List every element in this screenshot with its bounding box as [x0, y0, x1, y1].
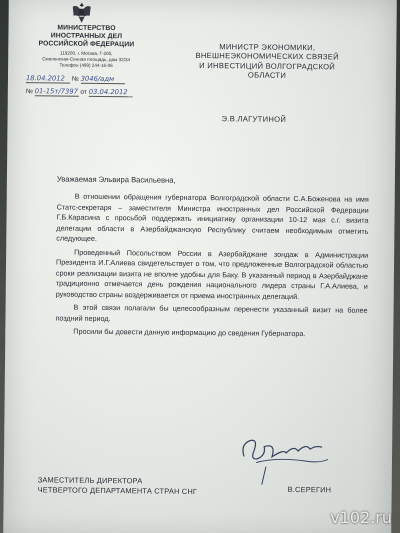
from-label: от: [80, 88, 87, 96]
site-watermark: v102.ru: [330, 508, 392, 527]
addressee-line: ВНЕШНЕЭКОНОМИЧЕСКИХ СВЯЗЕЙ: [195, 51, 339, 62]
address-line: Телефон (499) 244-16-06: [59, 62, 113, 69]
letter-sheet: [3, 0, 397, 533]
ministry-line: РОССИЙСКОЙ ФЕДЕРАЦИИ: [38, 40, 135, 49]
addressee-line: И ИНВЕСТИЦИЙ ВОЛГОГРАДСКОЙ: [199, 60, 336, 72]
ministry-header: [36, 24, 136, 49]
outgoing-date: 03.04.2012: [89, 88, 133, 97]
signatory-name: В.СЕРЕГИН: [287, 484, 332, 495]
addressee-line: ОБЛАСТИ: [247, 70, 287, 81]
no-label: №: [71, 75, 79, 83]
body-paragraph: Просили бы довести данную информацию до сведения Губернатора.: [73, 326, 306, 339]
salutation: Уважаемая Эльвира Васильевна,: [56, 174, 176, 185]
addressee-line: МИНИСТР ЭКОНОМИКИ,: [219, 42, 316, 53]
signatory-title: [38, 475, 198, 496]
russian-coat-of-arms-icon: [71, 1, 93, 25]
ministry-address: [30, 50, 142, 69]
ministry-line: МИНИСТЕРСТВО: [57, 24, 116, 33]
addressee-name: Э.В.ЛАГУТИНОЙ: [221, 114, 287, 124]
body-paragraph: В отношении обращения губернатора Волгоградской области С.А.Боженова на имя Статс-секретаря – заместителя Министра иностранных дел Российской Федерации Г.Б.Карасина с просьбой поддержать инициативу организации 10-12 мая с.г. визита делегации области в Азербайджанскую Республику считаем необходимым отметить следующее.: [56, 191, 369, 243]
addressee-block: [172, 42, 362, 82]
handwritten-number: 3046/адм: [81, 75, 125, 84]
handwritten-signature: [236, 426, 337, 489]
body-paragraph: В этой связи полагали бы целесообразным перенести указанный визит на более поздний период.: [55, 302, 368, 323]
body-paragraph: Проведенный Посольством России в Азербайджане зондаж в Администрации Президента И.Г.Алиева свидетельствует о том, что предложенные Волгоградской областью сроки реализации визита не вполне удобны для Баку. В указанный период в Азербайджане традиционно отмечается день рождения национального лидера страны Г.А.Алиева, и руководство страны воздерживается от приема иностранных делегаций.: [55, 247, 369, 301]
handwritten-date: 18.04.2012: [26, 74, 70, 83]
ministry-line: ИНОСТРАННЫХ ДЕЛ: [50, 32, 123, 41]
outgoing-number: 01-15т/7397: [34, 87, 78, 96]
registration-line-handwritten: [26, 74, 125, 84]
address-line: 119200, г. Москва, Г-200,: [60, 50, 113, 57]
signatory-title-line: ЧЕТВЕРТОГО ДЕПАРТАМЕНТА СТРАН СНГ: [37, 484, 198, 496]
signatory-title-line: ЗАМЕСТИТЕЛЬ ДИРЕКТОРА: [37, 475, 143, 486]
letter-body: [55, 191, 369, 343]
no-label: №: [25, 88, 33, 96]
registration-line-outgoing: [26, 87, 133, 97]
address-line: Смоленская-Сенная площадь, дом 32/34: [42, 56, 131, 63]
